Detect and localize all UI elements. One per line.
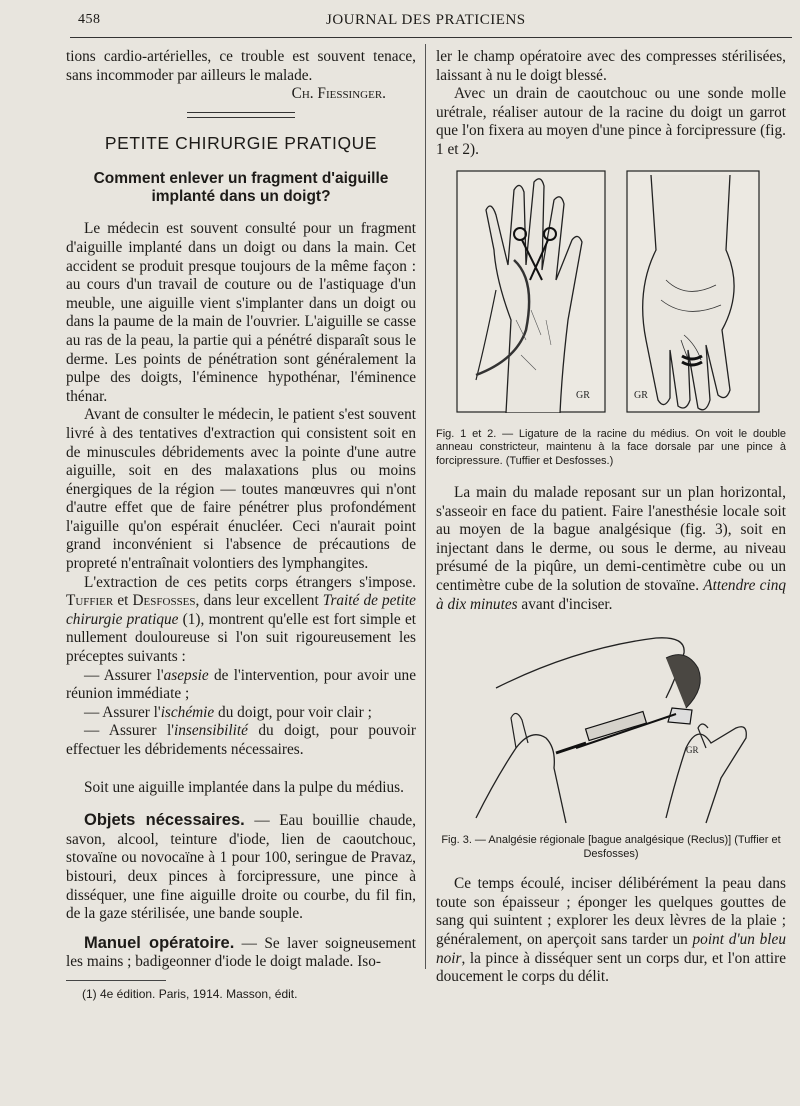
paragraph-3-text-c: (1), montrent qu'elle est fort simple et nullement douloureuse si l'on suit rigoureusement les préceptes suivants : bbox=[66, 610, 416, 666]
precept-1-term: asepsie bbox=[163, 666, 209, 684]
article-title: Comment enlever un fragment d'aiguille implanté dans un doigt? bbox=[93, 170, 389, 206]
precept-asepsie bbox=[66, 667, 416, 704]
precept-2-lead: — Assurer l' bbox=[84, 703, 161, 721]
page-number: 458 bbox=[78, 12, 101, 27]
svg-text:GR: GR bbox=[634, 389, 648, 401]
spacer bbox=[436, 861, 786, 875]
right-paragraph-4-text-a: Ce temps écoulé, inciser délibérément la peau dans toute son épaisseur ; éponger les quelques gouttes de sang qui suintent ; explorer les deux lèvres de la plaie ; généralement, on aperçoit sans tarder un bbox=[436, 875, 786, 948]
precept-3-rest: du doigt, pour pouvoir effectuer les débridements nécessaires. bbox=[66, 722, 416, 758]
right-paragraph-4 bbox=[436, 875, 786, 987]
book-title: Traité de petite chirurgie pratique bbox=[66, 592, 416, 628]
manuel-heading: Manuel opératoire. bbox=[84, 933, 235, 952]
precept-3-lead: — Assurer l' bbox=[84, 722, 174, 740]
spacer bbox=[66, 924, 416, 934]
spacer bbox=[436, 468, 786, 484]
section-separator bbox=[187, 112, 295, 118]
figure-1-2-caption: Fig. 1 et 2. — Ligature de la racine du médius. On voit le double anneau constricteur, maintenu à la face dorsale par une pince à forcipressure. (Tuffier et Desfosses.) bbox=[436, 427, 786, 467]
right-paragraph-1: ler le champ opératoire avec des compresses stérilisées, laissant à nu le doigt blessé. bbox=[436, 48, 786, 84]
running-head bbox=[70, 10, 790, 34]
author-tuffier: Tuffier bbox=[66, 592, 114, 610]
manuel-paragraph bbox=[66, 934, 416, 972]
spacer bbox=[66, 760, 416, 779]
figure-3-syringe-injection bbox=[436, 628, 786, 828]
precept-1-rest: de l'intervention, pour avoir une réunion immédiate ; bbox=[66, 666, 416, 703]
figures-1-2 bbox=[436, 170, 786, 420]
figure-3-caption: Fig. 3. — Analgésie régionale [bague analgésique (Reclus)] (Tuffier et Desfosses) bbox=[441, 834, 781, 860]
paragraph-4: Soit une aiguille implantée dans la pulpe du médius. bbox=[84, 778, 404, 796]
paragraph-3-text-a: L'extraction de ces petits corps étrangers s'impose. bbox=[84, 573, 416, 591]
blue-black-point: point d'un bleu noir bbox=[436, 931, 786, 967]
precept-2-term: ischémie bbox=[160, 703, 215, 721]
figure-2-hand-palm bbox=[626, 170, 760, 413]
author-desfosses: Desfosses bbox=[132, 592, 196, 610]
right-paragraph-2: Avec un drain de caoutchouc ou une sonde molle urétrale, réaliser autour de la racine du doigt un garrot que l'on fixera au moyen d'une pince à forcipressure (fig. 1 et 2). bbox=[436, 85, 786, 158]
svg-text:GR: GR bbox=[576, 389, 590, 401]
right-paragraph-3-text-a: La main du malade reposant sur un plan horizontal, s'asseoir en face du patient. Faire l'anesthésie locale soit au moyen de la bague analgésique (fig. 3), soit en injectant dans le derme, ou sous le derme, au niveau présumé de la piqûre, un demi-centimètre cube ou un centimètre cube de la solution de stovaïne. bbox=[436, 484, 786, 595]
journal-title: JOURNAL DES PRATICIENS bbox=[326, 12, 526, 28]
spacer bbox=[66, 797, 416, 811]
objets-paragraph bbox=[66, 811, 416, 924]
column-divider bbox=[425, 44, 426, 969]
figure-3 bbox=[436, 628, 786, 828]
figure-1-hand-with-forceps bbox=[456, 170, 606, 413]
objets-text: — Eau bouillie chaude, savon, alcool, teinture d'iode, lien de caoutchouc, stovaïne ou novocaïne à 1 pour 100, seringue de Pravaz, bistouri, deux pinces à forcipressure, une pince à disséquer, une fine aiguille droite ou courbe, du fil fin, de la gaze stérilisée, une bande souple. bbox=[66, 812, 417, 923]
paragraph-3 bbox=[66, 574, 416, 667]
precept-3-term: insensibilité bbox=[173, 722, 248, 740]
svg-text:GR: GR bbox=[686, 745, 699, 756]
header-rule bbox=[70, 37, 792, 38]
paragraph-3-text-b: , dans leur excellent bbox=[195, 592, 323, 610]
paragraph-1: Le médecin est souvent consulté pour un fragment d'aiguille implanté dans un doigt ou dans la main. Cet accident se produit presque toujours de la même façon : au cours d'un travail de couture ou de l'astiquage d'un meuble, une aiguille vient s'implanter dans un doigt ou dans la paume de la main de l'ouvrier. L'aiguille se casse au ras de la peau, la partie qui a pénétré disparaît sous le derme. Les points de pénétration sont généralement la pulpe des doigts, l'éminence hypothénar, l'éminence thénar. bbox=[66, 220, 416, 405]
right-paragraph-3 bbox=[436, 484, 786, 614]
precept-ischemie bbox=[66, 704, 416, 723]
paragraph-3-et: et bbox=[113, 592, 133, 610]
right-paragraph-4-text-b: , la pince à disséquer sent un corps dur, et l'on attire doucement le corps du délit. bbox=[436, 949, 786, 986]
previous-article-signature: Ch. Fiessinger. bbox=[291, 85, 386, 103]
previous-article-end: tions cardio-artérielles, ce trouble est souvent tenace, sans incommoder par ailleurs le malade. bbox=[66, 48, 416, 84]
footnote-rule bbox=[66, 980, 166, 981]
manuel-text: — Se laver soigneusement les mains ; badigeonner d'iode le doigt malade. Iso- bbox=[66, 934, 416, 971]
precept-2-rest: du doigt, pour voir clair ; bbox=[214, 703, 372, 721]
section-title: PETITE CHIRURGIE PRATIQUE bbox=[104, 132, 378, 153]
objets-heading: Objets nécessaires. bbox=[84, 811, 245, 830]
left-column bbox=[66, 48, 416, 1004]
right-paragraph-3-text-b: avant d'inciser. bbox=[517, 595, 613, 613]
paragraph-2: Avant de consulter le médecin, le patient s'est souvent livré à des tentatives d'extraction qui consistent soit en de minuscules débridements avec la pointe d'une autre aiguille, soit en des malaxations plus ou moins énergiques de la région — toutes manœuvres qui n'ont d'autre effet que de faire pénétrer plus profondément l'aiguille qu'on espérait énucléer. Ceci n'aurait point grand inconvénient si l'absence de précautions de propreté n'entraînait volontiers des lymphangites. bbox=[66, 406, 416, 573]
precept-1-lead: — Assurer l' bbox=[84, 666, 164, 684]
precept-insensibilite bbox=[66, 722, 416, 759]
footnote: (1) 4e édition. Paris, 1914. Masson, édit. bbox=[82, 986, 298, 1001]
wait-instruction: Attendre cinq à dix minutes bbox=[436, 577, 787, 613]
right-column bbox=[436, 48, 786, 987]
